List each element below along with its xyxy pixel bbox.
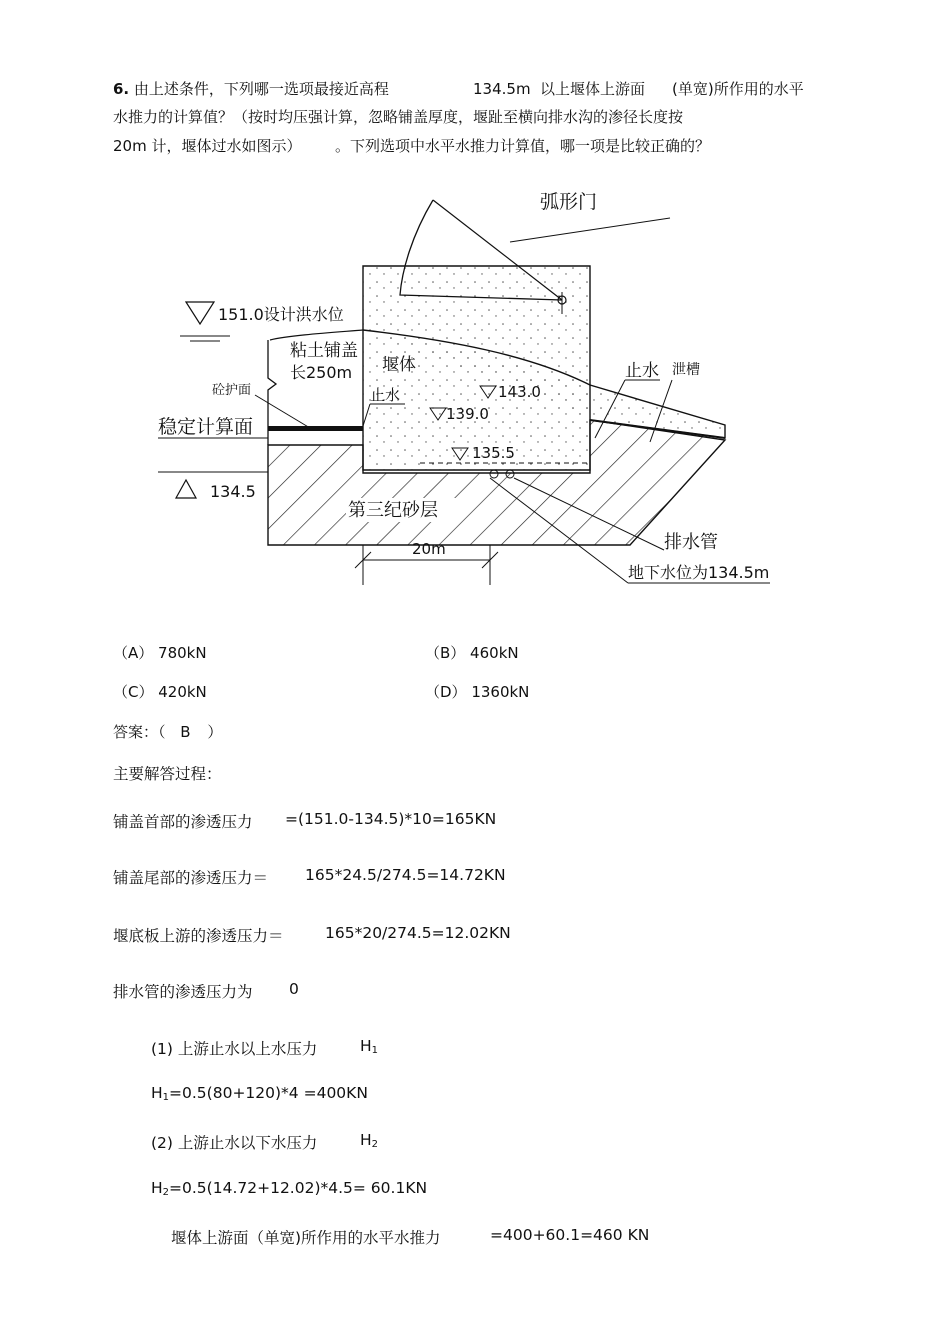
question-text-3a: 20m — [113, 137, 147, 155]
solution-line-1b: =(151.0-134.5)*10=165KN — [285, 810, 497, 828]
solution-line-3a: 堰底板上游的渗透压力＝ — [113, 927, 284, 945]
label-stop-water-right: 止水 — [625, 361, 659, 381]
question-number: 6. — [113, 80, 130, 98]
label-stop-water-left: 止水 — [370, 386, 401, 404]
label-blanket-length: 长250m — [290, 363, 353, 382]
solution-line-1a: 铺盖首部的渗透压力 — [113, 813, 253, 831]
step-1-title: (1) 上游止水以上水压力 — [151, 1040, 318, 1058]
solution-line-4b: 0 — [289, 980, 299, 998]
answer-value: B — [180, 723, 191, 741]
option-b: （B） 460kN — [425, 644, 519, 662]
step-2-equation: $H_2=0.5(14.72+12.02)*4.5= 60.1KN$ — [151, 1179, 428, 1198]
label-drain-pipe: 排水管 — [664, 532, 718, 553]
label-clay-blanket: 粘土铺盖 — [290, 341, 358, 361]
answer-label: 答案：（ — [113, 723, 166, 741]
label-drain-groove: 泄槽 — [672, 362, 700, 378]
label-gate: 弧形门 — [540, 191, 598, 213]
label-stability-section: 稳定计算面 — [158, 416, 254, 438]
step-2-title: (2) 上游止水以下水压力 — [151, 1134, 318, 1152]
label-dim-20m: 20m — [412, 540, 446, 558]
answer-close: ） — [207, 723, 223, 741]
solution-line-3b: 165*20/274.5=12.02KN — [325, 924, 511, 942]
question-line-3 — [113, 133, 302, 159]
question-elevation: 134.5m — [473, 80, 531, 98]
final-result-value: =400+60.1=460 KN — [490, 1226, 650, 1244]
label-flood-level: 151.0设计洪水位 — [218, 305, 344, 324]
question-text-1c: (单宽)所作用的水平 — [672, 80, 804, 98]
clay-blanket — [268, 426, 363, 431]
solution-title: 主要解答过程： — [113, 765, 222, 783]
label-concrete-face: 砼护面 — [212, 383, 252, 398]
question-text-1: 由上述条件，下列哪一选项最接近高程 — [133, 80, 389, 98]
answer-line — [113, 721, 222, 742]
elev-134-marker — [176, 480, 196, 498]
question-text-1b: 以上堰体上游面 — [540, 80, 646, 98]
label-sand-layer: 第三纪砂层 — [348, 500, 438, 521]
question-text-3b: 计，堰体过水如图示） — [151, 137, 302, 155]
final-result-label: 堰体上游面（单宽)所作用的水平水推力 — [171, 1229, 441, 1247]
step-1-equation: $H_1=0.5(80+120)*4 =400KN$ — [151, 1084, 368, 1103]
label-elev-135: 135.5 — [472, 444, 515, 462]
label-weir: 堰体 — [382, 355, 416, 375]
option-a: （A） 780kN — [113, 644, 207, 662]
option-c: （C） 420kN — [113, 683, 207, 701]
label-groundwater: 地下水位为134.5m — [628, 563, 770, 582]
flood-level-marker — [186, 302, 214, 324]
dam-cross-section-figure — [150, 180, 790, 600]
label-elev-143: 143.0 — [498, 383, 541, 401]
solution-line-2b: 165*24.5/274.5=14.72KN — [305, 866, 506, 884]
question-line-1 — [113, 76, 389, 102]
question-text-3c: 。下列选项中水平水推力计算值，哪一项是比较正确的？ — [335, 137, 711, 155]
solution-line-2a: 铺盖尾部的渗透压力＝ — [113, 869, 269, 887]
step-1-symbol: $H_1$ — [360, 1037, 379, 1056]
question-text-2: 水推力的计算值？（按时均压强计算，忽略铺盖厚度，堰趾至横向排水沟的渗径长度按 — [113, 108, 684, 126]
solution-line-4a: 排水管的渗透压力为 — [113, 983, 253, 1001]
option-d: （D） 1360kN — [425, 683, 530, 701]
label-elev-134: 134.5 — [210, 482, 256, 501]
step-2-symbol: $H_2$ — [360, 1131, 379, 1150]
gate-leader — [510, 218, 670, 242]
label-elev-139: 139.0 — [446, 405, 489, 423]
